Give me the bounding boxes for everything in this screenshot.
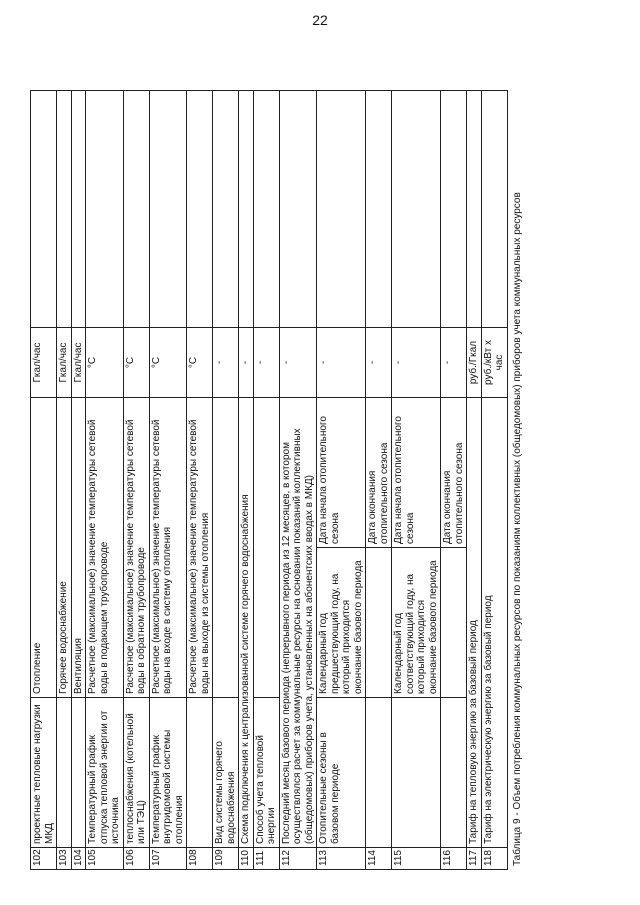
cell-c2 [57, 698, 72, 848]
cell-num: 103 [57, 848, 72, 870]
page-number: 22 [312, 12, 328, 28]
cell-value [213, 91, 239, 328]
rotated-sheet [30, 90, 630, 870]
table-row [213, 91, 239, 870]
cell-unit: Гкал/час [71, 328, 86, 398]
table-row [149, 91, 187, 870]
cell-c2 [366, 698, 392, 848]
cell-num: 114 [366, 848, 392, 870]
cell-num: 111 [253, 848, 279, 870]
cell-c3: Вентиляция [71, 398, 86, 698]
cell-num: 105 [86, 848, 124, 870]
cell-num: 115 [392, 848, 441, 870]
cell-unit: - [239, 328, 254, 398]
cell-c2: Вид системы горячего водоснабжения [213, 698, 239, 848]
cell-c2: Способ учета тепловой энергии [253, 698, 279, 848]
table-row [392, 91, 441, 870]
cell-unit: - [253, 328, 279, 398]
cell-num: 116 [441, 848, 467, 870]
cell-c2 [392, 698, 441, 848]
cell-unit: руб./Гкал [467, 328, 482, 398]
table-row [366, 91, 392, 870]
cell-num: 107 [149, 848, 187, 870]
cell-unit: °С [187, 328, 213, 398]
cell-unit: °С [149, 328, 187, 398]
cell-c2: Тариф на тепловую энергию за базовый период [467, 398, 482, 848]
cell-c3: Календарный год предшествующий году, на который приходится окончание базового периода [317, 548, 366, 698]
cell-value [239, 91, 254, 328]
cell-unit: - [279, 328, 317, 398]
cell-num: 108 [187, 848, 213, 870]
cell-c2: Схема подключения к централизованной системе горячего водоснабжения [239, 398, 254, 848]
cell-value [366, 91, 392, 328]
cell-c2: теплоснабжения (котельной или ТЭЦ) [123, 698, 149, 848]
table-row [317, 91, 366, 870]
cell-num: 117 [467, 848, 482, 870]
table-row [279, 91, 317, 870]
cell-value [71, 91, 86, 328]
cell-c3 [253, 398, 279, 698]
cell-value [86, 91, 124, 328]
cell-c2 [71, 698, 86, 848]
cell-c4: Дата окончания отопительного сезона [441, 398, 467, 548]
table-row [253, 91, 279, 870]
cell-value [57, 91, 72, 328]
cell-unit: °С [123, 328, 149, 398]
cell-c4: Дата начала отопительного сезона [392, 398, 441, 548]
cell-unit: °С [86, 328, 124, 398]
table-row [71, 91, 86, 870]
cell-c4: Дата окончания отопительного сезона [366, 398, 392, 548]
cell-value [279, 91, 317, 328]
cell-value [441, 91, 467, 328]
cell-c3 [441, 548, 467, 698]
table-row [86, 91, 124, 870]
table-row [481, 91, 507, 870]
cell-c2 [187, 698, 213, 848]
cell-value [467, 91, 482, 328]
table-row [467, 91, 482, 870]
cell-num: 109 [213, 848, 239, 870]
cell-c2: Последний месяц базового периода (непрерывного периода из 12 месяцев, в котором осуществлялся расчет за коммунальные ресурсы на основании показаний коллективных (общедомовых) приборов учета, установленных на абонентских вводах в МКД) [279, 398, 317, 848]
cell-c3 [366, 548, 392, 698]
table-row [123, 91, 149, 870]
cell-value [31, 91, 57, 328]
cell-value [149, 91, 187, 328]
cell-value [317, 91, 366, 328]
cell-c2: Температурный график внутридомовой системы отопления [149, 698, 187, 848]
table-row [187, 91, 213, 870]
cell-num: 110 [239, 848, 254, 870]
cell-c2: Температурный график отпуска тепловой энергии от источника [86, 698, 124, 848]
cell-unit: - [392, 328, 441, 398]
cell-value [187, 91, 213, 328]
cell-value [481, 91, 507, 328]
table-row [441, 91, 467, 870]
cell-unit: - [317, 328, 366, 398]
table-row [239, 91, 254, 870]
cell-c2: Тариф на электрическую энергию за базовый период [481, 398, 507, 848]
table-row [57, 91, 72, 870]
cell-unit: - [366, 328, 392, 398]
cell-num: 102 [31, 848, 57, 870]
cell-value [392, 91, 441, 328]
table-caption: Таблица 9 - Объем потребления коммунальных ресурсов по показаниям коллективных (общедомовых) приборов учета коммунальных ресурсов [511, 192, 523, 866]
cell-c2: проектные тепловые нагрузки МКД [31, 698, 57, 848]
table-row [31, 91, 57, 870]
cell-c3: Горячее водоснабжение [57, 398, 72, 698]
cell-num: 118 [481, 848, 507, 870]
cell-c3: Расчетное (максимальное) значение температуры сетевой воды на входе в систему отопления [149, 398, 187, 698]
cell-unit: Гкал/час [57, 328, 72, 398]
cell-unit: - [441, 328, 467, 398]
cell-c3: Расчетное (максимальное) значение температуры сетевой воды на выходе из системы отопления [187, 398, 213, 698]
cell-unit: - [213, 328, 239, 398]
cell-unit: руб./кВт х час [481, 328, 507, 398]
cell-c4: Дата начала отопительного сезона [317, 398, 366, 548]
cell-num: 113 [317, 848, 366, 870]
cell-unit: Гкал/час [31, 328, 57, 398]
cell-c2: Отопительные сезоны в базовом периоде [317, 698, 366, 848]
cell-c2 [441, 698, 467, 848]
cell-c3 [213, 398, 239, 698]
data-table [30, 90, 508, 870]
cell-c3: Расчетное (максимальное) значение температуры сетевой воды в обратном трубопроводе [123, 398, 149, 698]
cell-num: 112 [279, 848, 317, 870]
cell-num: 104 [71, 848, 86, 870]
cell-value [253, 91, 279, 328]
cell-c3: Календарный год соответствующий году, на который приходится окончание базового периода [392, 548, 441, 698]
cell-c3: Расчетное (максимальное) значение температуры сетевой воды в подающем трубопроводе [86, 398, 124, 698]
cell-value [123, 91, 149, 328]
cell-c3: Отопление [31, 398, 57, 698]
cell-num: 106 [123, 848, 149, 870]
